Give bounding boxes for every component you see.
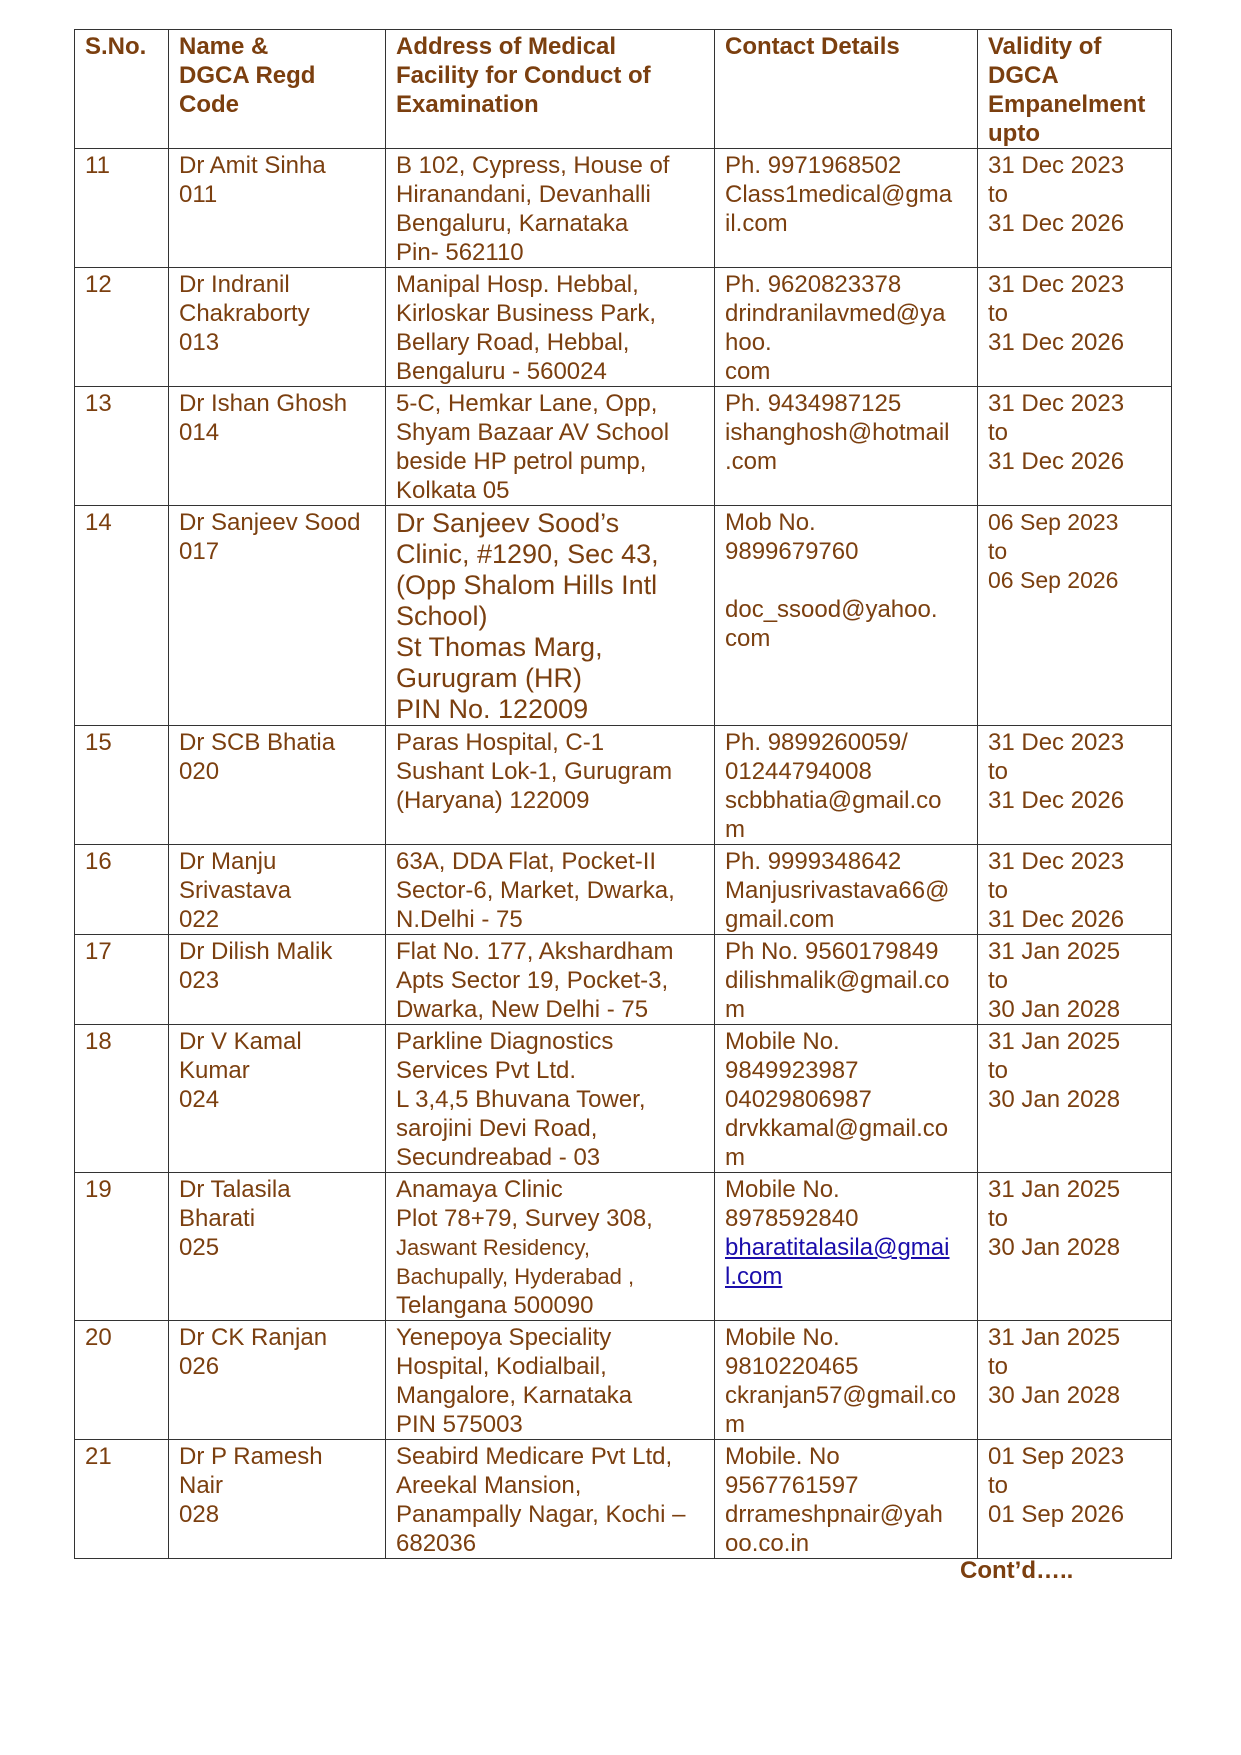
validity-line: 01 Sep 2023 [988,1443,1125,1470]
validity-line: to [988,758,1009,785]
name-line: 013 [179,329,220,356]
validity-line: 31 Jan 2025 [988,1324,1121,1351]
email-link[interactable]: l.com [725,1263,783,1290]
address-line: sarojini Devi Road, [396,1115,598,1142]
cell-address [386,387,715,506]
name-line: Dr Amit Sinha [179,152,326,179]
cell-address [386,1173,715,1321]
contact-line: 9849923987 [725,1057,859,1084]
cell-sno: 15 [75,726,169,845]
address-line: Sector-6, Market, Dwarka, [396,877,675,904]
validity-line: to [988,967,1009,994]
cell-validity [978,268,1172,387]
address-line: Hiranandani, Devanhalli [396,181,651,208]
validity-line: 31 Jan 2025 [988,1028,1121,1055]
name-line: 026 [179,1353,220,1380]
address-line: Sushant Lok-1, Gurugram [396,758,673,785]
address-line: St Thomas Marg, [396,632,603,662]
cell-contact [715,1321,978,1440]
contact-line: drrameshpnair@yah [725,1501,943,1528]
contact-line: ishanghosh@hotmail [725,419,950,446]
address-line: Panampally Nagar, Kochi – [396,1501,686,1528]
address-line: beside HP petrol pump, [396,448,647,475]
cell-validity [978,845,1172,935]
name-line: Dr Manju [179,848,277,875]
contact-line: 9567761597 [725,1472,859,1499]
name-line: 023 [179,967,220,994]
address-line: 682036 [396,1530,477,1557]
name-line: Dr Talasila [179,1176,291,1203]
table-row [75,268,1172,387]
cell-contact [715,149,978,268]
cell-sno: 19 [75,1173,169,1321]
cell-sno: 20 [75,1321,169,1440]
cell-validity [978,935,1172,1025]
cell-name [169,935,386,1025]
cell-name [169,149,386,268]
cell-address [386,506,715,726]
validity-line: to [988,181,1009,208]
contact-line: com [725,625,771,652]
spacer [725,566,967,595]
cell-address [386,726,715,845]
validity-line: to [988,419,1009,446]
header-contact: Contact Details [715,30,978,149]
name-line: Srivastava [179,877,292,904]
contact-line: ckranjan57@gmail.co [725,1382,957,1409]
validity-line: 31 Dec 2026 [988,329,1125,356]
cell-address [386,268,715,387]
address-line: Anamaya Clinic [396,1176,563,1203]
address-line: 63A, DDA Flat, Pocket-II [396,848,657,875]
contact-line: Class1medical@gma [725,181,953,208]
cell-contact [715,1440,978,1559]
address-line: Secundreabad - 03 [396,1144,601,1171]
address-line: Yenepoya Speciality [396,1324,612,1351]
table-row [75,1025,1172,1173]
cell-address [386,1321,715,1440]
table-row [75,1173,1172,1321]
validity-line: to [988,300,1009,327]
contact-line: com [725,358,771,385]
name-line: Bharati [179,1205,256,1232]
address-line: Bengaluru, Karnataka [396,210,629,237]
cell-sno: 17 [75,935,169,1025]
cell-validity [978,1321,1172,1440]
name-line: Dr Indranil [179,271,290,298]
address-line: Jaswant Residency, [396,1235,591,1260]
cell-sno: 12 [75,268,169,387]
contact-line: hoo. [725,329,772,356]
validity-line: 06 Sep 2023 [988,509,1119,535]
validity-line: 30 Jan 2028 [988,1234,1121,1261]
header-validity: Validity of DGCA Empanelment upto [978,30,1172,149]
cell-address [386,935,715,1025]
cell-sno: 13 [75,387,169,506]
table-row [75,845,1172,935]
address-line: Bellary Road, Hebbal, [396,329,630,356]
validity-line: 31 Dec 2026 [988,210,1125,237]
cell-name [169,387,386,506]
cell-sno: 21 [75,1440,169,1559]
address-line: Pin- 562110 [396,239,524,266]
cell-contact [715,845,978,935]
address-line: Clinic, #1290, Sec 43, [396,539,659,569]
contact-line: doc_ssood@yahoo. [725,596,938,623]
address-line: Bengaluru - 560024 [396,358,607,385]
cell-contact [715,935,978,1025]
contact-line: Mobile No. [725,1028,840,1055]
address-line: Kolkata 05 [396,477,510,504]
contact-line: m [725,1144,745,1171]
empanelled-examiners-table [74,29,1172,1559]
address-line: 5-C, Hemkar Lane, Opp, [396,390,658,417]
cell-contact [715,268,978,387]
cell-address [386,1025,715,1173]
contact-line: 01244794008 [725,758,872,785]
cell-sno: 16 [75,845,169,935]
name-line: 028 [179,1501,220,1528]
address-line: School) [396,601,488,631]
validity-line: 31 Dec 2023 [988,390,1125,417]
cell-contact [715,1173,978,1321]
validity-line: 31 Jan 2025 [988,938,1121,965]
address-line: Dr Sanjeev Sood’s [396,508,620,538]
name-line: Dr Sanjeev Sood [179,509,361,536]
contact-line: 04029806987 [725,1086,872,1113]
name-line: Nair [179,1472,224,1499]
address-line: (Opp Shalom Hills Intl [396,570,658,600]
validity-line: 31 Dec 2023 [988,152,1125,179]
table-header-row [75,30,1172,149]
validity-line: to [988,1472,1009,1499]
validity-line: 30 Jan 2028 [988,1382,1121,1409]
contact-line: drvkkamal@gmail.co [725,1115,949,1142]
cell-name [169,1025,386,1173]
contact-line: Ph. 9971968502 [725,152,902,179]
contact-line: m [725,996,745,1023]
cell-name [169,506,386,726]
cell-name [169,845,386,935]
cell-validity [978,506,1172,726]
contact-line: Ph No. 9560179849 [725,938,939,965]
name-line: 020 [179,758,220,785]
contact-line: Mob No. [725,509,816,536]
cell-name [169,1440,386,1559]
contact-line: Ph. 9620823378 [725,271,902,298]
cell-sno: 18 [75,1025,169,1173]
validity-line: 31 Dec 2023 [988,729,1125,756]
validity-line: 31 Dec 2026 [988,906,1125,933]
table-row [75,935,1172,1025]
name-line: Dr CK Ranjan [179,1324,328,1351]
cell-address [386,845,715,935]
cell-sno: 11 [75,149,169,268]
cell-contact [715,506,978,726]
header-name: Name & DGCA Regd Code [169,30,386,149]
address-line: Apts Sector 19, Pocket-3, [396,967,669,994]
contact-line: dilishmalik@gmail.co [725,967,950,994]
continued-note: Cont’d….. [960,1557,1074,1584]
validity-line: 31 Dec 2026 [988,448,1125,475]
name-line: Dr SCB Bhatia [179,729,336,756]
validity-line: to [988,1057,1009,1084]
email-link[interactable]: bharatitalasila@gmai [725,1234,950,1261]
address-line: Hospital, Kodialbail, [396,1353,607,1380]
contact-line: drindranilavmed@ya [725,300,946,327]
cell-validity [978,1173,1172,1321]
address-line: PIN 575003 [396,1411,523,1438]
address-line: N.Delhi - 75 [396,906,523,933]
cell-sno: 14 [75,506,169,726]
name-line: 017 [179,538,220,565]
contact-line: Ph. 9899260059/ [725,729,908,756]
cell-name [169,1173,386,1321]
cell-validity [978,149,1172,268]
contact-line: 9810220465 [725,1353,859,1380]
validity-line: to [988,877,1009,904]
address-line: Paras Hospital, C-1 [396,729,605,756]
address-line: Bachupally, Hyderabad , [396,1264,635,1289]
contact-line: Mobile No. [725,1176,840,1203]
name-line: 014 [179,419,220,446]
name-line: Chakraborty [179,300,310,327]
table-row [75,1321,1172,1440]
address-line: Telangana 500090 [396,1292,594,1319]
name-line: 025 [179,1234,220,1261]
validity-line: 31 Dec 2026 [988,787,1125,814]
address-line: Kirloskar Business Park, [396,300,657,327]
table-row [75,506,1172,726]
cell-validity [978,1025,1172,1173]
cell-name [169,726,386,845]
address-line: Seabird Medicare Pvt Ltd, [396,1443,673,1470]
address-line: Manipal Hosp. Hebbal, [396,271,639,298]
address-line: L 3,4,5 Bhuvana Tower, [396,1086,646,1113]
address-line: Dwarka, New Delhi - 75 [396,996,649,1023]
cell-address [386,149,715,268]
contact-line: Manjusrivastava66@ [725,877,950,904]
cell-contact [715,1025,978,1173]
table-row [75,387,1172,506]
address-line: Gurugram (HR) [396,663,583,693]
validity-line: 30 Jan 2028 [988,1086,1121,1113]
validity-line: 06 Sep 2026 [988,567,1119,593]
cell-validity [978,387,1172,506]
cell-address [386,1440,715,1559]
name-line: Kumar [179,1057,250,1084]
validity-line: to [988,1353,1009,1380]
address-line: (Haryana) 122009 [396,787,590,814]
contact-line: Ph. 9999348642 [725,848,902,875]
contact-line: 9899679760 [725,538,859,565]
name-line: 011 [179,181,218,208]
address-line: Services Pvt Ltd. [396,1057,577,1084]
cell-contact [715,726,978,845]
address-line: Areekal Mansion, [396,1472,582,1499]
address-line: Plot 78+79, Survey 308, [396,1205,653,1232]
validity-line: to [988,538,1008,564]
header-address: Address of Medical Facility for Conduct of Examination [386,30,715,149]
contact-line: m [725,816,745,843]
validity-line: 31 Dec 2023 [988,271,1125,298]
name-line: 024 [179,1086,220,1113]
contact-line: scbbhatia@gmail.co [725,787,942,814]
validity-line: to [988,1205,1009,1232]
validity-line: 31 Jan 2025 [988,1176,1121,1203]
table-row [75,1440,1172,1559]
address-line: Flat No. 177, Akshardham [396,938,674,965]
contact-line: Ph. 9434987125 [725,390,902,417]
address-line: Mangalore, Karnataka [396,1382,633,1409]
contact-line: oo.co.in [725,1530,810,1557]
contact-line: il.com [725,210,788,237]
name-line: 022 [179,906,220,933]
validity-line: 31 Dec 2023 [988,848,1125,875]
table-row [75,726,1172,845]
name-line: Dr Ishan Ghosh [179,390,348,417]
cell-validity [978,726,1172,845]
address-line: B 102, Cypress, House of [396,152,670,179]
contact-line: .com [725,448,778,475]
name-line: Dr P Ramesh [179,1443,323,1470]
address-line: Parkline Diagnostics [396,1028,614,1055]
cell-name [169,268,386,387]
address-line: PIN No. 122009 [396,694,589,724]
table-row [75,149,1172,268]
contact-line: Mobile No. [725,1324,840,1351]
contact-line: m [725,1411,745,1438]
name-line: Dr V Kamal [179,1028,302,1055]
validity-line: 30 Jan 2028 [988,996,1121,1023]
cell-name [169,1321,386,1440]
cell-contact [715,387,978,506]
address-line: Shyam Bazaar AV School [396,419,670,446]
name-line: Dr Dilish Malik [179,938,333,965]
contact-line: Mobile. No [725,1443,840,1470]
cell-validity [978,1440,1172,1559]
header-sno: S.No. [75,30,169,149]
validity-line: 01 Sep 2026 [988,1501,1125,1528]
table-body [75,149,1172,1559]
contact-line: gmail.com [725,906,835,933]
contact-line: 8978592840 [725,1205,859,1232]
